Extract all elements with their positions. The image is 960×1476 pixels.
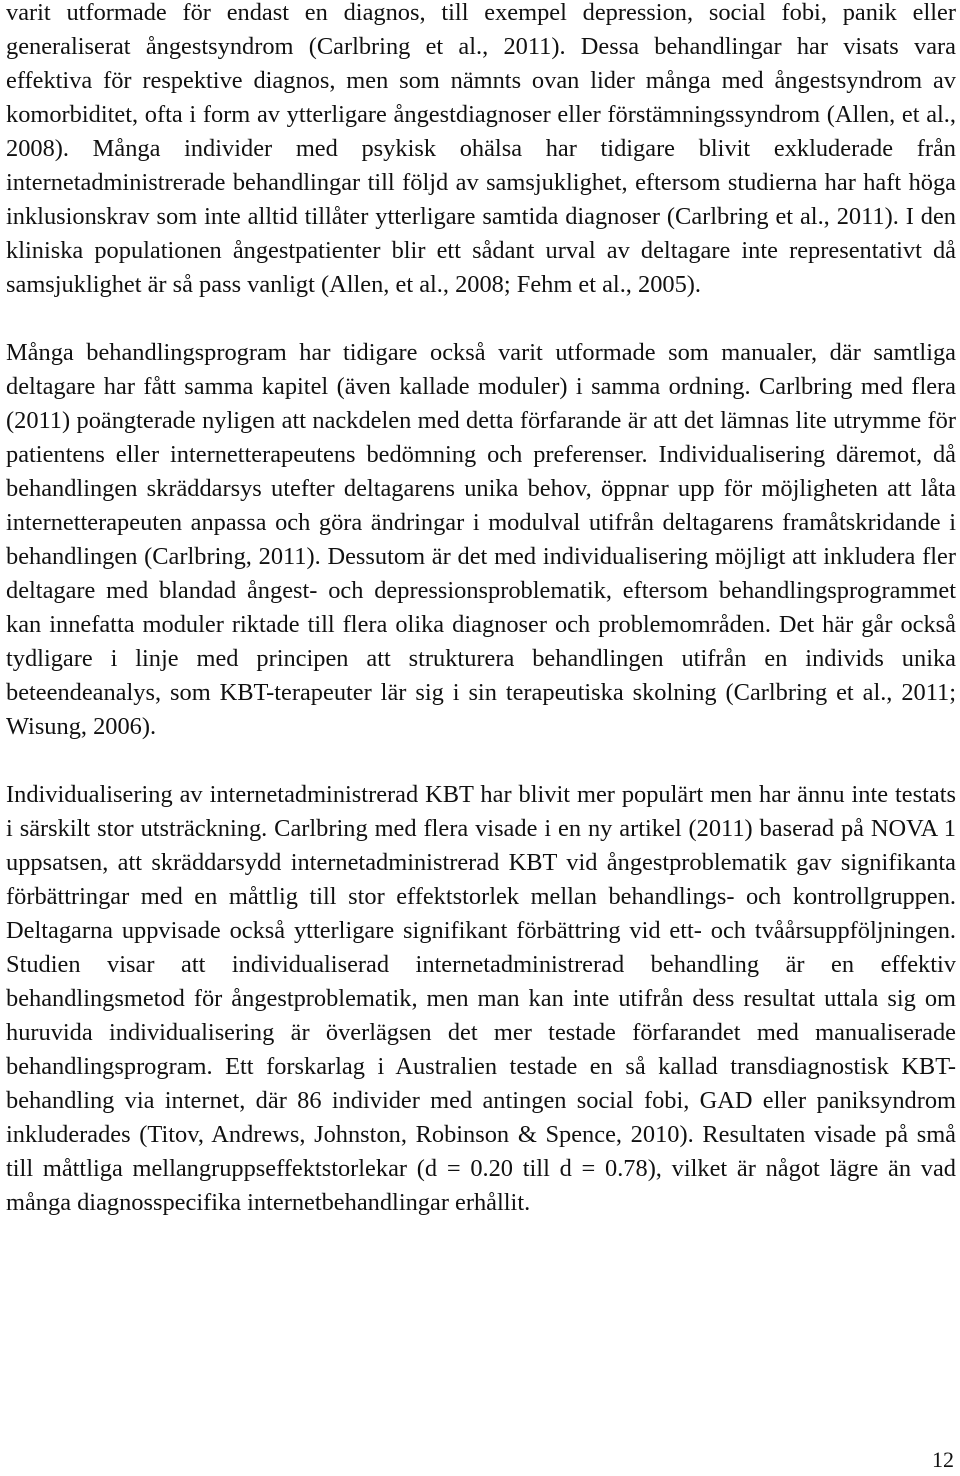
paragraph-comorbidity: varit utformade för endast en diagnos, till exempel depression, social fobi, panik eller generaliserat ångestsyndrom (Carlbring et al., 2011). Dessa behandlingar har visats vara effektiva för respektive diagnos, men som nämnts ovan lider många med ångestsyndrom av komorbiditet, ofta i form av ytterligare ångestdiagnoser eller förstämningssyndrom (Allen, et al., 2008). Många individer med psykisk ohälsa har tidigare blivit exkluderade från internetadministrerade behandlingar till följd av samsjuklighet, eftersom studierna har haft höga inklusionskrav som inte alltid tillåter ytterligare samtida diagnoser (Carlbring et al., 2011). I den kliniska populationen ångestpatienter blir ett sådant urval av deltagare inte representativt då samsjuklighet är så pass vanligt (Allen, et al., 2008; Fehm et al., 2005). [6,0,956,298]
paragraph-individualisation: Individualisering av internetadministrerad KBT har blivit mer populärt men har ännu inte testats i särskilt stor utsträckning. Carlbring med flera visade i en ny artikel (2011) baserad på NOVA 1 uppsatsen, att skräddarsydd internetadministrerad KBT vid ångestproblematik gav signifikanta förbättringar med en måttlig till stor effektstorlek mellan behandlings- och kontrollgruppen. Deltagarna uppvisade också ytterligare signifikant förbättring vid ett- och tvåårsuppföljningen. Studien visar att individualiserad internetadministrerad behandling är en effektiv behandlingsmetod för ångestproblematik, men man kan inte utifrån dess resultat uttala sig om huruvida individualisering är överlägsen det mer testade förfarandet med manualiserade behandlingsprogram. Ett forskarlag i Australien testade en så kallad transdiagnostisk KBT-behandling via internet, där 86 individer med antingen social fobi, GAD eller paniksyndrom inkluderades (Titov, Andrews, Johnston, Robinson & Spence, 2010). Resultaten visade på små till måttliga mellangruppseffektstorlekar (d = 0.20 till d = 0.78), vilket är något lägre än vad många diagnosspecifika internetbehandlingar erhållit. [6,781,956,1216]
page-number: 12 [932,1447,954,1472]
document-page [6,0,956,1220]
paragraph-manuals: Många behandlingsprogram har tidigare också varit utformade som manualer, där samtliga deltagare har fått samma kapitel (även kallade moduler) i samma ordning. Carlbring med flera (2011) poängterade nyligen att nackdelen med detta förfarande är att det lämnas lite utrymme för patientens eller internetterapeutens bedömning och preferenser. Individualisering däremot, då behandlingen skräddarsys utefter deltagarens unika behov, öppnar upp för möjligheten att låta internetterapeuten anpassa och göra ändringar i modulval utifrån deltagarens framåtskridande i behandlingen (Carlbring, 2011). Dessutom är det med individualisering möjligt att inkludera fler deltagare med blandad ångest- och depressionsproblematik, eftersom behandlingsprogrammet kan innefatta moduler riktade till flera olika diagnoser och problemområden. Det här går också tydligare i linje med principen att strukturera behandlingen utifrån en individs unika beteendeanalys, som KBT-terapeuter lär sig i sin terapeutiska skolning (Carlbring et al., 2011; Wisung, 2006). [6,339,956,740]
